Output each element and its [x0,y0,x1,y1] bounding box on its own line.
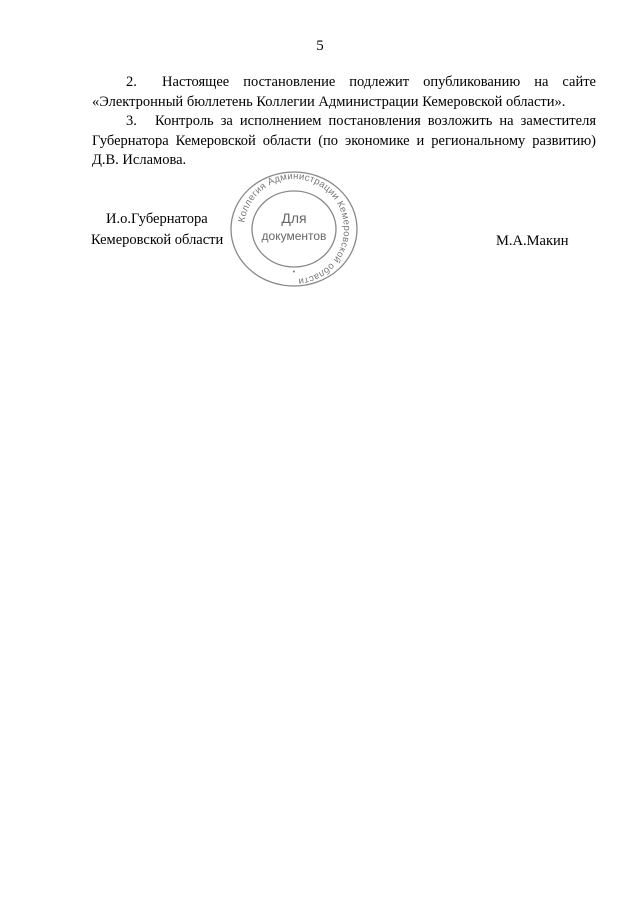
official-seal-stamp [228,170,360,288]
seal-center-line1: Для [281,210,307,226]
document-body [92,73,596,171]
paragraph-text: Контроль за исполнением постановления возложить на заместителя Губернатора Кемеровской области (по экономике и региональному развитию) Д.В. Исламова. [92,113,596,168]
signatory-position-line1: И.о.Губернатора [106,211,208,227]
paragraph-number: 2. [126,74,137,90]
paragraph-number: 3. [126,113,137,129]
seal-ring-text: Коллегия Администрации Кемеровской области [236,170,353,287]
paragraph-3 [92,112,596,171]
paragraph-2 [92,73,596,112]
seal-center-line2: документов [261,229,327,243]
signatory-name: М.А.Макин [496,233,569,249]
signatory-position-line2: Кемеровской области [91,232,224,248]
paragraph-text: Настоящее постановление подлежит опубликованию на сайте «Электронный бюллетень Коллегии Администрации Кемеровской области». [92,74,596,110]
seal-star-icon: • [292,269,296,276]
page-number: 5 [316,38,324,54]
